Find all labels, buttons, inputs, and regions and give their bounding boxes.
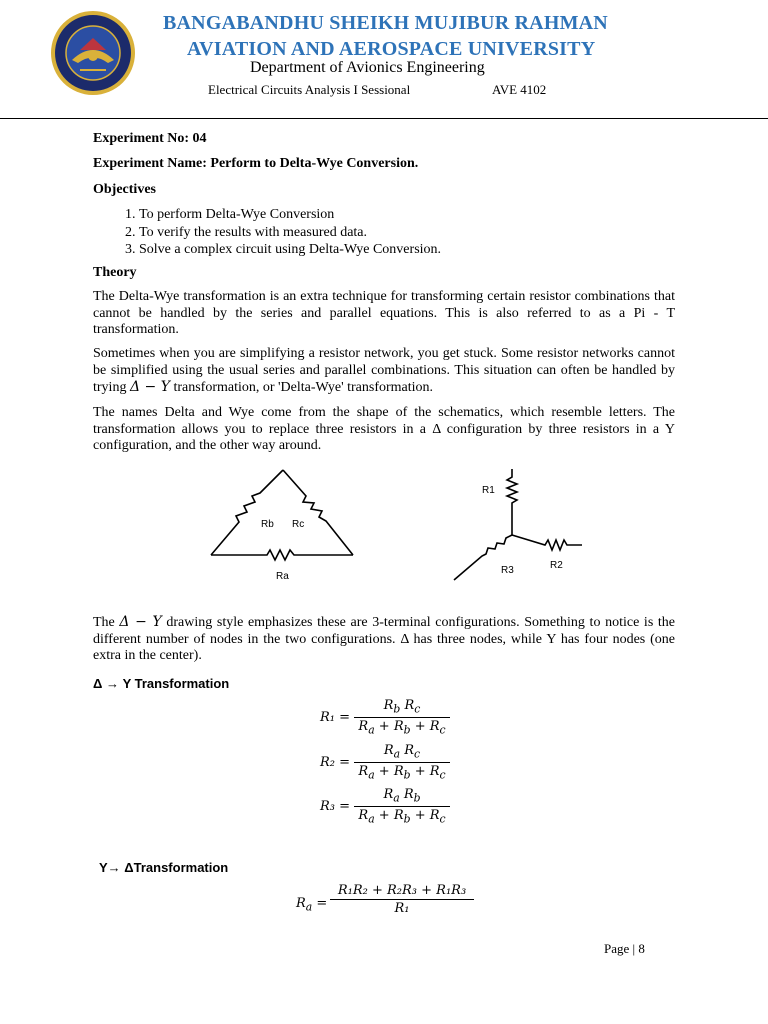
equation-r3-numerator: $R_a$ $R_b$ — [354, 787, 450, 807]
page-number: Page | 8 — [604, 941, 645, 956]
label-rb: Rb — [261, 519, 274, 530]
label-ra: Ra — [276, 571, 289, 582]
university-name-line1: BANGABANDHU SHEIKH MUJIBUR RAHMAN — [163, 12, 608, 34]
wye-to-delta-heading: Y→ ΔTransformation — [99, 860, 229, 875]
theory-paragraph-3: The names Delta and Wye come from the shape of the schematics, which resemble letters. The transformation allows you to replace three resistors in a Δ configuration by three resistors in a Y configuration, and the other way around. — [93, 405, 675, 453]
theory-paragraph-1: The Delta-Wye transformation is an extra technique for transforming certain resistor combinations that cannot be handled by the series and parallel equations. This is also referred to as a Pi - T transformation. — [93, 289, 675, 337]
equation-ra-numerator: R₁R₂ + R₂R₃ + R₁R₃ — [330, 883, 474, 900]
equation-r1-denominator: $R_a + R_b + R_c$ — [358, 718, 446, 737]
list-item: 2. To verify the results with measured data. — [139, 224, 613, 242]
theory-paragraph-4 — [93, 614, 675, 665]
theory-paragraph-2 — [93, 346, 675, 397]
course-code: AVE 4102 — [492, 82, 547, 97]
department-name: Department of Avionics Engineering — [250, 59, 485, 76]
delta-wye-symbol: Δ − Y — [119, 614, 162, 630]
experiment-number: Experiment No: 04 — [93, 131, 207, 146]
equation-r2-lhs: R₂ = — [320, 755, 351, 770]
list-item: 3. Solve a complex circuit using Delta-Wye Conversion. — [139, 241, 613, 259]
university-logo — [50, 10, 136, 96]
equation-r3-lhs: R₃ = — [320, 799, 351, 814]
objectives-heading: Objectives — [93, 182, 156, 197]
course-name: Electrical Circuits Analysis I Sessional — [208, 82, 411, 97]
delta-circuit-diagram — [205, 465, 365, 590]
equation-ra-denominator: R₁ — [394, 901, 410, 916]
delta-wye-symbol: Δ − Y — [129, 379, 170, 395]
equation-r1-fraction — [354, 698, 450, 736]
equation-r1-numerator: $R_b$ $R_c$ — [354, 698, 450, 718]
label-r1: R1 — [482, 485, 495, 496]
paragraph-text: The — [93, 615, 120, 630]
equation-r3-denominator: $R_a + R_b + R_c$ — [358, 807, 446, 826]
delta-to-wye-heading: Δ → Y Transformation — [93, 676, 230, 691]
equation-ra-fraction — [330, 883, 474, 916]
equation-r2-denominator: $R_a + R_b + R_c$ — [358, 763, 446, 782]
equation-r1-lhs: R₁ = — [320, 710, 351, 725]
label-r2: R2 — [550, 560, 563, 571]
equation-r2-fraction — [354, 743, 450, 781]
equation-r3-fraction — [354, 787, 450, 825]
experiment-name: Experiment Name: Perform to Delta-Wye Conversion. — [93, 156, 419, 171]
list-item: 1. To perform Delta-Wye Conversion — [139, 206, 613, 224]
wye-circuit-diagram — [448, 465, 588, 590]
label-r3: R3 — [501, 565, 514, 576]
paragraph-text: transformation, or 'Delta-Wye' transformation. — [169, 380, 434, 395]
objectives-list — [113, 206, 613, 259]
header-divider — [0, 118, 768, 119]
equation-ra-lhs: $R_a$ = — [296, 896, 328, 914]
theory-heading: Theory — [93, 265, 137, 280]
university-name-line2: AVIATION AND AEROSPACE UNIVERSITY — [187, 38, 596, 60]
paragraph-text: drawing style emphasizes these are 3-terminal configurations. Something to notice is the different number of nodes in the two configurations. Δ has three nodes, while Y has four nodes (one extra in the center). — [93, 615, 676, 663]
label-rc: Rc — [292, 519, 305, 530]
paragraph-text: Sometimes when you are simplifying a resistor network, you get stuck. Some resistor networks cannot be simplified using the usual series and parallel combinations. This situation can often be handled by trying — [93, 346, 675, 395]
equation-r2-numerator: $R_a$ $R_c$ — [354, 743, 450, 763]
